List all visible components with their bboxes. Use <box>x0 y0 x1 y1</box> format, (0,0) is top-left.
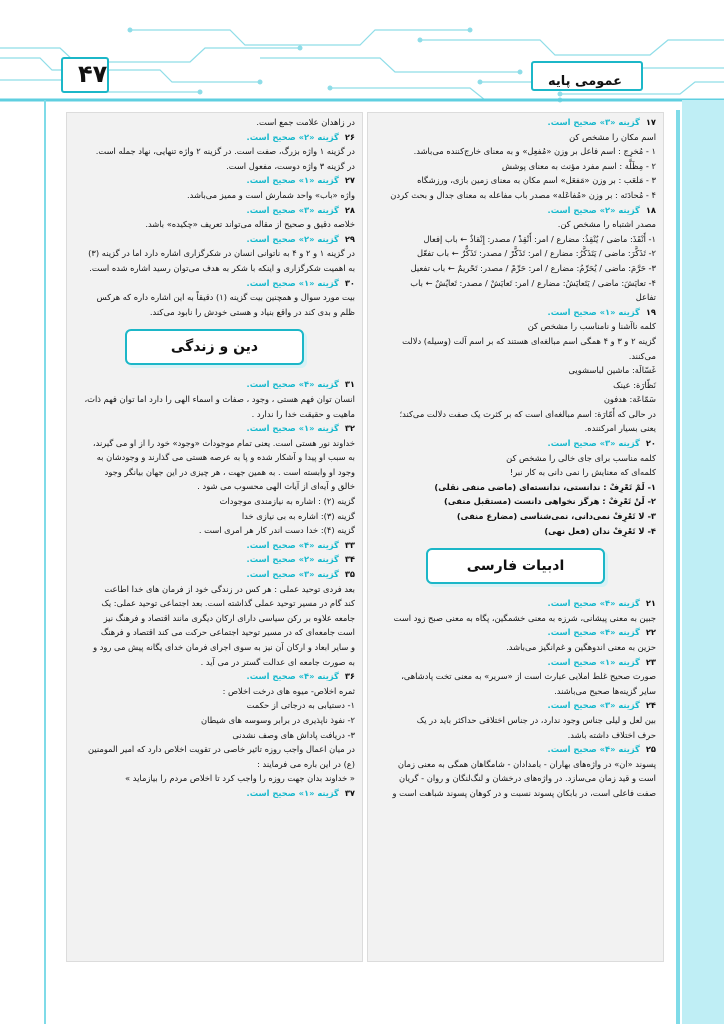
text-line: کلمه‌ای که معنایش را نمی دانی به کار نبر! <box>509 467 656 478</box>
text-line: جبین به معنی پیشانی، شرزه به معنی خشمگین، پگاه به معنی صبح زود است <box>393 612 656 623</box>
text-line: در گزینه ۳ واژه دوست، مفعول است. <box>226 160 355 171</box>
text-line: سایر گزینه‌ها صحیح می‌باشند. <box>554 685 656 696</box>
text-line: به اهمیت شکرگزاری و اینکه با شکر به هدف می‌توان رسید اشاره شده است. <box>89 262 355 273</box>
answer-label: گزینه «۲» صحیح است. <box>246 233 339 244</box>
question-number: ۳۲ <box>344 423 355 434</box>
left-column <box>67 113 362 803</box>
answer-header <box>74 232 355 247</box>
answer-label: گزینه «۱» صحیح است. <box>246 423 339 434</box>
answer-header <box>74 130 355 145</box>
question-number: ۲۴ <box>645 700 656 711</box>
answer-header <box>74 786 355 801</box>
question-number: ۲۹ <box>344 233 355 244</box>
answer-label: گزینه «۱» صحیح است. <box>246 787 339 798</box>
question-number: ۳۳ <box>344 539 355 550</box>
right-column <box>368 113 663 803</box>
text-line: گزینه (۲) : اشاره به نیازمندی موجودات <box>219 496 355 507</box>
text-line: ۱- دستیابی به درجاتی از حکمت <box>246 700 355 711</box>
section-heading <box>125 329 304 365</box>
question-number: ۳۴ <box>344 554 355 565</box>
question-number: ۱۷ <box>645 117 656 127</box>
answer-label: گزینه «۴» صحیح است. <box>547 744 640 755</box>
question-number: ۱۸ <box>645 204 656 215</box>
header-circuit-decoration <box>0 0 724 110</box>
text-line: بعد فردی توحید عملی : هر کس در زندگی خود از فرمان های خدا اطاعت <box>104 583 355 594</box>
answer-label: گزینه «۴» صحیح است. <box>246 539 339 550</box>
text-line: حزین به معنی اندوهگین و غم‌انگیز می‌باشد. <box>506 642 656 652</box>
answer-header <box>375 625 656 640</box>
text-line: ظلم و بدی کند در واقع بنیاد و هستی خودش را نابود می‌کند. <box>149 306 355 317</box>
question-number: ۳۶ <box>344 671 355 682</box>
text-line: ۳ - مَلعَب : بر وزن «مَفعَل» اسم مکان به معنای زمین بازی، ورزشگاه <box>417 175 656 186</box>
answer-label: گزینه «۴» صحیح است. <box>547 598 640 609</box>
text-line: خداوند نور هستی است. یعنی تمام موجودات «وجود» خود را از او می گیرند، <box>92 437 355 448</box>
text-line: در زاهدان علامت جمع است. <box>256 117 355 127</box>
text-line: سَمّاعَة: هدفون <box>603 394 656 405</box>
section-heading-text: دین و زندگی <box>170 339 259 356</box>
question-number: ۲۷ <box>344 175 355 186</box>
text-line: یعنی بسیار امرکننده. <box>584 423 656 434</box>
text-line: است و قید زمان می‌سازد. در واژه‌های درخشان و لنگ‌لنگان و روان - گریان <box>399 773 656 784</box>
answer-header <box>74 552 355 567</box>
right-margin-line <box>676 110 680 1024</box>
question-number: ۲۲ <box>645 627 656 638</box>
right-margin-strip <box>682 100 724 1024</box>
section-heading-text: ادبیات فارسی <box>466 557 565 574</box>
text-line: « خداوند بدان جهت روزه را واجب کرد تا اخلاص مردم را بیازماید » <box>125 773 355 784</box>
question-number: ۳۰ <box>344 277 355 288</box>
answer-label: گزینه «۱» صحیح است. <box>547 656 640 667</box>
text-line: در گزینه ۱ واژه بزرگ، صفت است. در گزینه ۲ واژه تنهایی، نهاد جمله است. <box>95 146 355 157</box>
answer-label: گزینه «۴» صحیح است. <box>547 627 640 638</box>
answer-label: گزینه «۲» صحیح است. <box>246 554 339 565</box>
right-column-panel <box>367 112 664 962</box>
text-line: ۳- حَرَّمَ: ماضی / یُحَرِّمُ: مضارع / امر: حَرِّمْ / مصدر: تَحْریمٌ ← باب تفعیل <box>410 262 656 273</box>
text-line: تفاعل <box>635 292 656 303</box>
text-line: مصدر اشتباه را مشخص کن. <box>557 219 656 230</box>
answer-label: گزینه «۴» صحیح است. <box>246 671 339 682</box>
text-line: گزینه ۲ و ۳ و ۴ همگی اسم مبالغه‌ای هستند که بر اسم آلت (وسیله) دلالت <box>402 335 656 346</box>
header-title: عمومی پایه <box>548 74 623 89</box>
answer-header <box>375 698 656 713</box>
question-number: ۱۹ <box>645 306 656 317</box>
text-line: صورت صحیح غلط املایی عبارت است از «سریر» به معنی تخت پادشاهی، <box>401 671 656 682</box>
text-line: به صورت جامعه ای عدالت گستر در می آید . <box>200 656 355 667</box>
answer-header <box>74 203 355 218</box>
text-line: وجود او وابسته است . به همین جهت ، هر چیزی در این جهان بیانگر وجود <box>104 466 355 477</box>
text-line: ۳- دریافت پاداش های وصف نشدنی <box>232 729 355 740</box>
answer-header <box>375 655 656 670</box>
text-line: صفت فاعلی است، در بابکان پسوند نسبت و در کوهان پسوند شباهت است و <box>392 787 656 798</box>
page-number: ۴۷ <box>78 60 108 88</box>
answer-label: گزینه «۱» صحیح است. <box>246 175 339 186</box>
answer-label: گزینه «۱» صحیح است. <box>246 277 339 288</box>
answer-header <box>375 596 656 611</box>
text-line: ۲- لَنْ تَعْرِفْ : هرگز نخواهی دانست (مستقبل منفی) <box>444 496 656 507</box>
text-line: ۲- تَذَکَّرَ: ماضی / یَتَذَکَّرُ: مضارع / امر: تَذَکَّرْ / مصدر: تَذَکُّرٌ ← باب تفعّل <box>416 248 656 259</box>
text-line: در حالی که أَمّارَة: اسم مبالغه‌ای است که بر کثرت یک صفت دلالت می‌کند؛ <box>399 408 656 419</box>
question-number: ۲۸ <box>344 204 355 215</box>
answer-label: گزینه «۳» صحیح است. <box>246 204 339 215</box>
answer-header <box>375 203 656 218</box>
left-margin-line <box>44 100 46 1024</box>
text-line: جامعه علاوه بر رکن سیاسی دارای ارکان دیگری مانند اقتصاد و فرهنگ نیز <box>103 612 355 623</box>
text-line: کلمه مناسب برای جای خالی را مشخص کن <box>506 452 656 463</box>
question-number: ۲۵ <box>645 744 656 755</box>
answer-header <box>74 538 355 553</box>
text-line: غَسّالَة: ماشین لباسشویی <box>568 365 656 376</box>
answer-header <box>74 669 355 684</box>
text-line: خلاصه دقیق و صحیح از مقاله می‌تواند تعریف «چکیده» باشد. <box>145 219 355 230</box>
text-line: کند گام در مسیر توحید عملی گذاشته است. بعد اجتماعی توحید عملی: یک <box>101 598 355 609</box>
text-line: کلمه ناآشنا و نامناسب را مشخص کن <box>527 321 656 332</box>
answer-label: گزینه «۳» صحیح است. <box>246 569 339 580</box>
question-number: ۲۱ <box>645 598 656 609</box>
text-line: ۲ - مِظَلَّة : اسم مفرد مؤنث به معنای پوشش <box>501 160 656 171</box>
text-line: انسان توان فهم هستی ، وجود ، صفات و اسماء الهی را دارد اما توان فهم ذات، <box>84 393 355 404</box>
text-line: بین لعل و لیلی جناس وجود ندارد، در جناس اختلافی حداکثر باید در یک <box>416 714 656 725</box>
section-heading <box>426 548 605 584</box>
answer-label: گزینه «۱» صحیح است. <box>547 306 640 317</box>
question-number: ۲۰ <box>645 438 656 449</box>
text-line: ۲- نفوذ ناپذیری در برابر وسوسه های شیطان <box>201 714 355 725</box>
text-line: در میان اعمال واجب روزه تاثیر خاصی در تقویت اخلاص دارد که امیر المومنین <box>88 744 355 755</box>
text-line: است جامعه‌ای که در مسیر توحید اجتماعی حرکت می کند اقتصاد و فرهنگ <box>100 627 355 638</box>
text-line: ۱- أَنْقَذَ: ماضی / یُنْقِذُ: مضارع / امر: أَنْقِذْ / مصدر: إِنْقاذٌ ← باب إفعال <box>423 233 656 244</box>
text-line: خالق و آیه‌ای از آیات الهی محسوب می شود . <box>197 481 355 492</box>
question-number: ۲۶ <box>344 131 355 142</box>
answer-header <box>74 567 355 582</box>
question-number: ۳۱ <box>344 379 355 390</box>
answer-label: گزینه «۳» صحیح است. <box>547 700 640 711</box>
text-line: و سایر ابعاد و ارکان آن نیز به سوی اجرای فرمان خدای یگانه پیش می رود و <box>93 642 355 652</box>
question-number: ۲۳ <box>645 656 656 667</box>
question-number: ۳۵ <box>344 569 355 580</box>
answer-header <box>74 421 355 436</box>
answer-header <box>375 115 656 130</box>
left-column-panel <box>66 112 363 962</box>
text-line: گزینه (۳): اشاره به بی نیازی خدا <box>241 510 355 521</box>
text-line: گزینه (۴): خدا دست اندر کار هر امری است . <box>198 525 355 536</box>
answer-label: گزینه «۴» صحیح است. <box>246 379 339 390</box>
text-line: واژه «باب» واحد شمارش است و ممیز می‌باشد. <box>186 189 355 200</box>
text-line: ۳- لا تَعْرِفْ نمی‌دانی، نمی‌شناسی (مضارع منفی) <box>456 511 656 522</box>
answer-label: گزینه «۲» صحیح است. <box>547 204 640 215</box>
answer-header <box>74 377 355 392</box>
text-line: ثمره اخلاص- میوه های درخت اخلاص : <box>222 685 355 696</box>
text-line: به سبب او پیدا و آشکار شده و پا به عرصه هستی می گذارند و وجودشان به <box>96 452 355 463</box>
text-line: نَظّارَة: عینک <box>613 379 656 390</box>
text-line: حرف اختلاف داشته باشد. <box>567 729 656 740</box>
question-number: ۳۷ <box>344 787 355 798</box>
answer-header <box>74 276 355 291</box>
answer-label: گزینه «۳» صحیح است. <box>547 438 640 449</box>
text-line: ۴- تعایَشَ: ماضی / یَتَعایَشُ: مضارع / امر: تَعایَشْ / مصدر: تَعایُشٌ ← باب <box>410 277 656 288</box>
answer-label: گزینه «۳» صحیح است. <box>547 117 640 127</box>
answer-header <box>375 436 656 451</box>
answer-header <box>74 173 355 188</box>
answer-header <box>375 742 656 757</box>
text-line: اسم مکان را مشخص کن <box>569 131 656 142</box>
text-line: پسوند «ان» در واژه‌های بهاران - بامدادان - شامگاهان همگی به معنی زمان <box>397 758 656 769</box>
text-line: بیت مورد سوال و همچنین بیت گزینه (۱) دقیقاً به این اشاره داره که هرکس <box>96 292 355 303</box>
text-line: ۴ - مُحادَثه : بر وزن «مُفاعَلة» مصدر باب مفاعله به معنای جدال و بحث کردن <box>390 189 656 200</box>
text-line: می‌کنند. <box>628 350 656 361</box>
text-line: ۴- لا تَعْرِفْ ندان (فعل نهی) <box>544 525 656 536</box>
text-line: در گزینه ۱ و ۲ و ۴ به ناتوانی انسان در شکرگزاری اشاره دارد اما در گزینه (۳) <box>88 248 355 259</box>
answer-header <box>375 305 656 320</box>
text-line: ۱ - مُخرِج : اسم فاعل بر وزن «مُفعِل» و به معنای خارج‌کننده می‌باشد. <box>413 146 656 157</box>
text-line: (ع) در این باره می فرمایند : <box>257 758 355 769</box>
text-line: ۱- لَمْ تَعْرِفْ : ندانستی، ندانسته‌ای (ماضی منفی نقلی) <box>434 481 656 492</box>
text-line: ماهیت و حقیقت خدا را ندارد . <box>251 408 355 419</box>
answer-label: گزینه «۲» صحیح است. <box>246 131 339 142</box>
